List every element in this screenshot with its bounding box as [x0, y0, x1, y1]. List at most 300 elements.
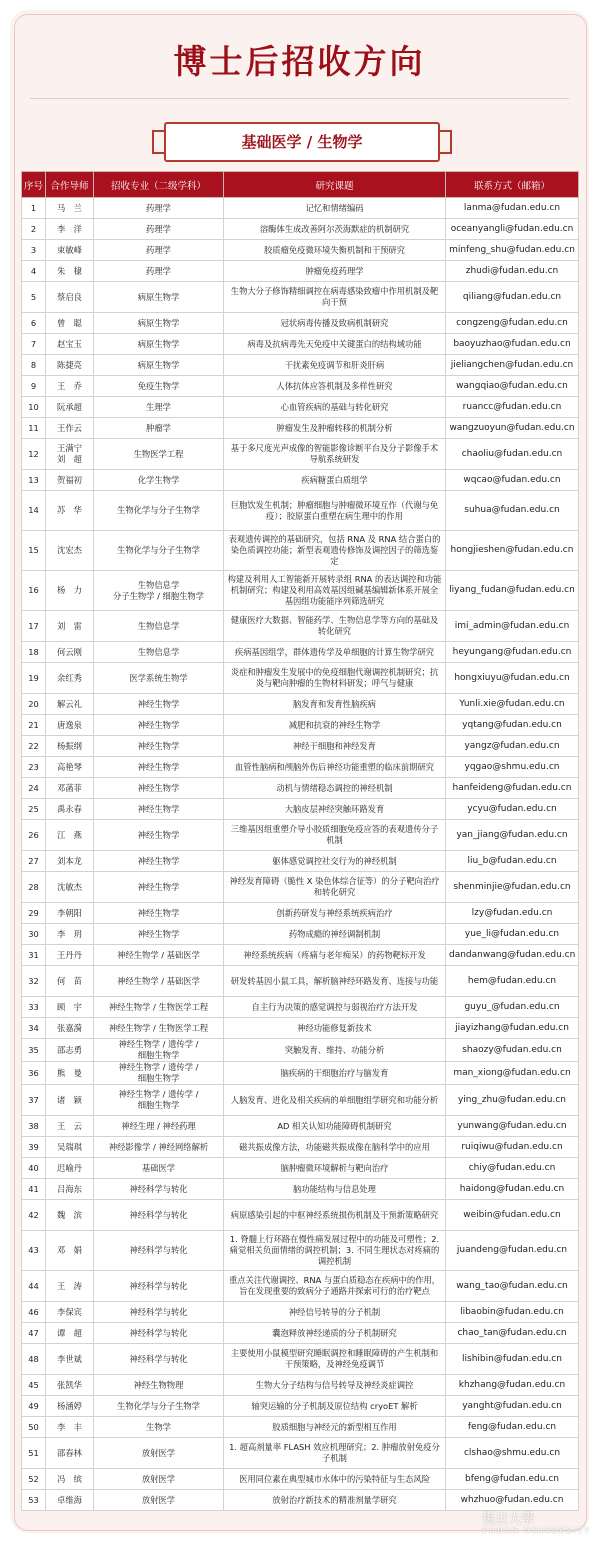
research-topic: 肿瘤发生及肿瘤转移的机制分析 — [224, 418, 446, 439]
row-number: 39 — [22, 1137, 46, 1158]
contact-email[interactable]: yqtang@fudan.edu.cn — [446, 715, 579, 736]
major-name: 神经科学与转化 — [94, 1179, 224, 1200]
table-row — [22, 1344, 579, 1375]
research-topic: 肿瘤免疫药理学 — [224, 261, 446, 282]
row-number: 8 — [22, 355, 46, 376]
table-row — [22, 642, 579, 663]
research-topic: 脑肿瘤微环境解析与靶向治疗 — [224, 1158, 446, 1179]
table-row — [22, 1085, 579, 1116]
research-topic: 病原感染引起的中枢神经系统损伤机制及干预新策略研究 — [224, 1200, 446, 1231]
major-name: 神经生物学 — [94, 872, 224, 903]
contact-email[interactable]: libaobin@fudan.edu.cn — [446, 1302, 579, 1323]
row-number: 5 — [22, 282, 46, 313]
table-body — [22, 198, 579, 1511]
research-topic: AD 相关认知功能障碍机制研究 — [224, 1116, 446, 1137]
contact-email[interactable]: oceanyangli@fudan.edu.cn — [446, 219, 579, 240]
mentor-name: 冯 缤 — [46, 1469, 94, 1490]
row-number: 43 — [22, 1231, 46, 1271]
mentor-name: 刘本龙 — [46, 851, 94, 872]
row-number: 17 — [22, 611, 46, 642]
table-row — [22, 945, 579, 966]
research-topic: 构建及利用人工智能新开展转录组 RNA 的表达调控和功能机制研究；构建及利用高效基因组碱基编辑新体系开展全基因组功能能序列筛选研究 — [224, 571, 446, 611]
research-topic: 脑功能结构与信息处理 — [224, 1179, 446, 1200]
mentor-name: 诸 颖 — [46, 1085, 94, 1116]
major-name: 神经生理 / 神经药理 — [94, 1116, 224, 1137]
mentor-name: 李朝阳 — [46, 903, 94, 924]
subtitle-box — [164, 122, 440, 162]
research-topic: 表观遗传调控的基础研究，包括 RNA 及 RNA 结合蛋白的染色质调控功能；新型表观遗传修饰及调控因子的筛选鉴定 — [224, 531, 446, 571]
mentor-name: 马 兰 — [46, 198, 94, 219]
table-row — [22, 1179, 579, 1200]
section-subtitle: 基础医学 / 生物学 — [241, 133, 363, 151]
major-name: 神经科学与转化 — [94, 1344, 224, 1375]
research-topic: 囊泡释放神经递质的分子机制研究 — [224, 1323, 446, 1344]
contact-email[interactable]: hongjieshen@fudan.edu.cn — [446, 531, 579, 571]
table-row — [22, 903, 579, 924]
mentor-name: 李 丰 — [46, 1417, 94, 1438]
table-row — [22, 1302, 579, 1323]
major-name: 病原生物学 — [94, 355, 224, 376]
research-topic: 冠状病毒传播及致病机制研究 — [224, 313, 446, 334]
header-email: 联系方式（邮箱） — [446, 172, 579, 198]
mentor-name: 刘 雷 — [46, 611, 94, 642]
contact-email[interactable]: lishibin@fudan.edu.cn — [446, 1344, 579, 1375]
mentor-name: 李世斌 — [46, 1344, 94, 1375]
contact-email[interactable]: yqgao@shmu.edu.cn — [446, 757, 579, 778]
contact-email[interactable]: bfeng@fudan.edu.cn — [446, 1469, 579, 1490]
table-row — [22, 439, 579, 470]
mentor-name: 顾 宇 — [46, 997, 94, 1018]
mentor-name: 唐逸泉 — [46, 715, 94, 736]
recruitment-table — [21, 171, 579, 1511]
research-topic: 疾病糖蛋白质组学 — [224, 470, 446, 491]
research-topic: 血管性脑病和颅脑外伤后神经功能重塑的临床前期研究 — [224, 757, 446, 778]
major-name: 放射医学 — [94, 1438, 224, 1469]
row-number: 45 — [22, 1375, 46, 1396]
table-row — [22, 1231, 579, 1271]
major-name: 神经生物学 / 生物医学工程 — [94, 997, 224, 1018]
contact-email[interactable]: wqcao@fudan.edu.cn — [446, 470, 579, 491]
table-row — [22, 219, 579, 240]
research-topic: 动机与情绪稳态调控的神经机制 — [224, 778, 446, 799]
table-row — [22, 663, 579, 694]
research-topic: 重点关注代谢调控、RNA 与蛋白质稳态在疾病中的作用，旨在发现重要的致病分子通路并探索可行的治疗靶点 — [224, 1271, 446, 1302]
contact-email[interactable]: ruiqiwu@fudan.edu.cn — [446, 1137, 579, 1158]
table-row — [22, 355, 579, 376]
contact-email[interactable]: man_xiong@fudan.edu.cn — [446, 1062, 579, 1085]
major-name: 神经生物学 — [94, 694, 224, 715]
research-topic: 药物成瘾的神经调制机制 — [224, 924, 446, 945]
table-row — [22, 313, 579, 334]
contact-email[interactable]: ying_zhu@fudan.edu.cn — [446, 1085, 579, 1116]
major-name: 神经生物学 / 基础医学 — [94, 966, 224, 997]
row-number: 26 — [22, 820, 46, 851]
research-topic: 干扰素免疫调节和肝炎肝病 — [224, 355, 446, 376]
mentor-name: 王 涛 — [46, 1271, 94, 1302]
row-number: 31 — [22, 945, 46, 966]
row-number: 47 — [22, 1323, 46, 1344]
mentor-name: 魏 滨 — [46, 1200, 94, 1231]
contact-email[interactable]: shaozy@fudan.edu.cn — [446, 1039, 579, 1062]
major-name: 药理学 — [94, 219, 224, 240]
row-number: 30 — [22, 924, 46, 945]
contact-email[interactable]: heyungang@fudan.edu.cn — [446, 642, 579, 663]
table-row — [22, 470, 579, 491]
research-topic: 神经功能修复新技术 — [224, 1018, 446, 1039]
table-row — [22, 1062, 579, 1085]
table-row — [22, 778, 579, 799]
mentor-name: 邓菡菲 — [46, 778, 94, 799]
research-topic: 溶酶体生成改善阿尔茨海默症的机制研究 — [224, 219, 446, 240]
page-title: 博士后招收方向 — [173, 42, 426, 81]
contact-email[interactable]: juandeng@fudan.edu.cn — [446, 1231, 579, 1271]
major-name: 生物化学与分子生物学 — [94, 491, 224, 531]
table-row — [22, 1271, 579, 1302]
mentor-name: 王满宁 刘 超 — [46, 439, 94, 470]
research-topic: 主要使用小鼠模型研究睡眠调控和睡眠障碍的产生机制和干预策略，及神经免疫调节 — [224, 1344, 446, 1375]
table-row — [22, 799, 579, 820]
contact-email[interactable]: ycyu@fudan.edu.cn — [446, 799, 579, 820]
research-topic: 胶质瘤免疫微环境失衡机制和干预研究 — [224, 240, 446, 261]
major-name: 神经生物学 — [94, 820, 224, 851]
row-number: 25 — [22, 799, 46, 820]
contact-email[interactable]: wang_tao@fudan.edu.cn — [446, 1271, 579, 1302]
contact-email[interactable]: imi_admin@fudan.edu.cn — [446, 611, 579, 642]
row-number: 44 — [22, 1271, 46, 1302]
row-number: 23 — [22, 757, 46, 778]
header-topic: 研究课题 — [224, 172, 446, 198]
major-name: 神经科学与转化 — [94, 1200, 224, 1231]
contact-email[interactable]: liyang_fudan@fudan.edu.cn — [446, 571, 579, 611]
major-name: 神经生物学 — [94, 903, 224, 924]
major-name: 神经生物学 / 遗传学 / 细胞生物学 — [94, 1062, 224, 1085]
row-number: 10 — [22, 397, 46, 418]
contact-email[interactable]: hem@fudan.edu.cn — [446, 966, 579, 997]
row-number: 40 — [22, 1158, 46, 1179]
major-name: 神经科学与转化 — [94, 1271, 224, 1302]
research-topic: 生物大分子结构与信号转导及神经炎症调控 — [224, 1375, 446, 1396]
mentor-name: 邵志勇 — [46, 1039, 94, 1062]
research-topic: 脑疾病的干细胞治疗与脑发育 — [224, 1062, 446, 1085]
contact-email[interactable]: dandanwang@fudan.edu.cn — [446, 945, 579, 966]
watermark-text: 復旦大學 — [482, 1512, 535, 1527]
major-name: 生物医学工程 — [94, 439, 224, 470]
table-row — [22, 924, 579, 945]
research-topic: 炎症和肿瘤发生发展中的免疫细胞代谢调控机制研究；抗炎与靶向肿瘤的生物材料研发；呼气与健康 — [224, 663, 446, 694]
row-number: 36 — [22, 1062, 46, 1085]
table-row — [22, 1469, 579, 1490]
major-name: 病原生物学 — [94, 334, 224, 355]
contact-email[interactable]: minfeng_shu@fudan.edu.cn — [446, 240, 579, 261]
row-number: 22 — [22, 736, 46, 757]
row-number: 32 — [22, 966, 46, 997]
header-major: 招收专业（二级学科） — [94, 172, 224, 198]
contact-email[interactable]: jiayizhang@fudan.edu.cn — [446, 1018, 579, 1039]
major-name: 免疫生物学 — [94, 376, 224, 397]
major-name: 生物信息学 — [94, 642, 224, 663]
contact-email[interactable]: congzeng@fudan.edu.cn — [446, 313, 579, 334]
row-number: 13 — [22, 470, 46, 491]
major-name: 医学系统生物学 — [94, 663, 224, 694]
mentor-name: 束敏峰 — [46, 240, 94, 261]
table-row — [22, 334, 579, 355]
major-name: 神经生物学 — [94, 715, 224, 736]
research-topic: 基于多尺度光声成像的智能影像诊断平台及分子影像手术导航系统研发 — [224, 439, 446, 470]
mentor-name: 沈宏杰 — [46, 531, 94, 571]
major-name: 药理学 — [94, 240, 224, 261]
table-row — [22, 491, 579, 531]
row-number: 4 — [22, 261, 46, 282]
research-topic: 人体抗体应答机制及多样性研究 — [224, 376, 446, 397]
research-topic: 心血管疾病的基础与转化研究 — [224, 397, 446, 418]
major-name: 神经生物学 — [94, 778, 224, 799]
contact-email[interactable]: chiy@fudan.edu.cn — [446, 1158, 579, 1179]
mentor-name: 王 云 — [46, 1116, 94, 1137]
mentor-name: 卓维海 — [46, 1490, 94, 1511]
mentor-name: 李保宾 — [46, 1302, 94, 1323]
contact-email[interactable]: shenminjie@fudan.edu.cn — [446, 872, 579, 903]
row-number: 12 — [22, 439, 46, 470]
contact-email[interactable]: Yunli.xie@fudan.edu.cn — [446, 694, 579, 715]
contact-email[interactable]: yan_jiang@fudan.edu.cn — [446, 820, 579, 851]
row-number: 49 — [22, 1396, 46, 1417]
table-row — [22, 1375, 579, 1396]
major-name: 基础医学 — [94, 1158, 224, 1179]
research-topic: 胶质细胞与神经元的新型相互作用 — [224, 1417, 446, 1438]
major-name: 放射医学 — [94, 1490, 224, 1511]
contact-email[interactable]: baoyuzhao@fudan.edu.cn — [446, 334, 579, 355]
row-number: 14 — [22, 491, 46, 531]
major-name: 神经生物学 / 遗传学 / 细胞生物学 — [94, 1039, 224, 1062]
research-topic: 创新药研发与神经系统疾病治疗 — [224, 903, 446, 924]
mentor-name: 邵春林 — [46, 1438, 94, 1469]
research-topic: 脑发育和发育性脑疾病 — [224, 694, 446, 715]
mentor-name: 余红秀 — [46, 663, 94, 694]
major-name: 神经影像学 / 神经网络解析 — [94, 1137, 224, 1158]
table-row — [22, 1018, 579, 1039]
table-row — [22, 997, 579, 1018]
row-number: 46 — [22, 1302, 46, 1323]
mentor-name: 熊 曼 — [46, 1062, 94, 1085]
contact-email[interactable]: jieliangchen@fudan.edu.cn — [446, 355, 579, 376]
major-name: 生物信息学 分子生物学 / 细胞生物学 — [94, 571, 224, 611]
contact-email[interactable]: haidong@fudan.edu.cn — [446, 1179, 579, 1200]
table-row — [22, 872, 579, 903]
research-topic: 自主行为决策的感觉调控与弱视治疗方法开发 — [224, 997, 446, 1018]
row-number: 27 — [22, 851, 46, 872]
research-topic: 记忆和情绪编码 — [224, 198, 446, 219]
table-row — [22, 694, 579, 715]
research-topic: 神经干细胞和神经发育 — [224, 736, 446, 757]
contact-email[interactable]: chaoliu@fudan.edu.cn — [446, 439, 579, 470]
major-name: 神经生物学 / 遗传学 / 细胞生物学 — [94, 1085, 224, 1116]
major-name: 药理学 — [94, 261, 224, 282]
header-no: 序号 — [22, 172, 46, 198]
research-topic: 疾病基因组学，群体遗传学及单细胞的计算生物学研究 — [224, 642, 446, 663]
contact-email[interactable]: ruancc@fudan.edu.cn — [446, 397, 579, 418]
contact-email[interactable]: khzhang@fudan.edu.cn — [446, 1375, 579, 1396]
row-number: 2 — [22, 219, 46, 240]
research-topic: 轴突运输的分子机制及原位结构 cryoET 解析 — [224, 1396, 446, 1417]
row-number: 1 — [22, 198, 46, 219]
mentor-name: 阮承超 — [46, 397, 94, 418]
table-row — [22, 376, 579, 397]
table-row — [22, 261, 579, 282]
research-topic: 医用同位素在典型城市水体中的污染特征与生态风险 — [224, 1469, 446, 1490]
contact-email[interactable]: qiliang@fudan.edu.cn — [446, 282, 579, 313]
header-mentor: 合作导师 — [46, 172, 94, 198]
mentor-name: 何云刚 — [46, 642, 94, 663]
research-topic: 神经发育障碍（脆性 X 染色体综合征等）的分子靶向治疗和转化研究 — [224, 872, 446, 903]
contact-email[interactable]: zhudi@fudan.edu.cn — [446, 261, 579, 282]
table-row — [22, 397, 579, 418]
row-number: 38 — [22, 1116, 46, 1137]
mentor-name: 吕海东 — [46, 1179, 94, 1200]
research-topic: 三维基因组重塑介导小胶质细胞免疫应答的表观遗传分子机制 — [224, 820, 446, 851]
major-name: 生物化学与分子生物学 — [94, 531, 224, 571]
research-topic: 放射治疗新技术的精准剂量学研究 — [224, 1490, 446, 1511]
major-name: 肿瘤学 — [94, 418, 224, 439]
research-topic: 神经系统疾病（疼痛与老年痴呆）的药物靶标开发 — [224, 945, 446, 966]
row-number: 35 — [22, 1039, 46, 1062]
major-name: 生物化学与分子生物学 — [94, 1396, 224, 1417]
contact-email[interactable]: yunwang@fudan.edu.cn — [446, 1116, 579, 1137]
row-number: 37 — [22, 1085, 46, 1116]
major-name: 神经生物物理 — [94, 1375, 224, 1396]
mentor-name: 江 燕 — [46, 820, 94, 851]
row-number: 48 — [22, 1344, 46, 1375]
contact-email[interactable]: yanght@fudan.edu.cn — [446, 1396, 579, 1417]
major-name: 神经生物学 / 生物医学工程 — [94, 1018, 224, 1039]
mentor-name: 高艳琴 — [46, 757, 94, 778]
title-divider — [30, 98, 569, 99]
row-number: 6 — [22, 313, 46, 334]
table-row — [22, 571, 579, 611]
row-number: 15 — [22, 531, 46, 571]
major-name: 神经生物学 — [94, 799, 224, 820]
mentor-name: 何 苗 — [46, 966, 94, 997]
major-name: 生物信息学 — [94, 611, 224, 642]
major-name: 病原生物学 — [94, 313, 224, 334]
contact-email[interactable]: liu_b@fudan.edu.cn — [446, 851, 579, 872]
research-topic: 巨胞饮发生机制；肿瘤细胞与肿瘤微环境互作（代谢与免疫）；胶原蛋白重塑在病生理中的作用 — [224, 491, 446, 531]
research-topic: 神经信号转导的分子机制 — [224, 1302, 446, 1323]
research-topic: 躯体感觉调控社交行为的神经机制 — [224, 851, 446, 872]
research-topic: 人脑发育、进化及相关疾病的单细胞组学研究和功能分析 — [224, 1085, 446, 1116]
mentor-name: 沈敏杰 — [46, 872, 94, 903]
contact-email[interactable]: lanma@fudan.edu.cn — [446, 198, 579, 219]
mentor-name: 曾 聪 — [46, 313, 94, 334]
row-number: 50 — [22, 1417, 46, 1438]
mentor-name: 贺福初 — [46, 470, 94, 491]
mentor-name: 谭 超 — [46, 1323, 94, 1344]
mentor-name: 李 洋 — [46, 219, 94, 240]
contact-email[interactable]: lzy@fudan.edu.cn — [446, 903, 579, 924]
row-number: 24 — [22, 778, 46, 799]
table-row — [22, 715, 579, 736]
major-name: 神经生物学 — [94, 924, 224, 945]
research-topic: 病毒及抗病毒先天免疫中关键蛋白的结构域功能 — [224, 334, 446, 355]
contact-email[interactable]: whzhuo@fudan.edu.cn — [446, 1490, 579, 1511]
contact-email[interactable]: wangqiao@fudan.edu.cn — [446, 376, 579, 397]
contact-email[interactable]: weibin@fudan.edu.cn — [446, 1200, 579, 1231]
mentor-name: 禹永春 — [46, 799, 94, 820]
table-row — [22, 282, 579, 313]
contact-email[interactable]: wangzuoyun@fudan.edu.cn — [446, 418, 579, 439]
contact-email[interactable]: yue_li@fudan.edu.cn — [446, 924, 579, 945]
research-topic: 健康医疗大数据、智能药学、生物信息学等方向的基础及转化研究 — [224, 611, 446, 642]
research-topic: 1. 脊髓上行环路在慢性痛发展过程中的功能及可塑性；2. 痛觉相关负面情绪的调控机制；3. 不同生理状态对疼痛的调控机制 — [224, 1231, 446, 1271]
table-row — [22, 1137, 579, 1158]
major-name: 神经科学与转化 — [94, 1323, 224, 1344]
major-name: 病原生物学 — [94, 282, 224, 313]
major-name: 生物学 — [94, 1417, 224, 1438]
contact-email[interactable]: hanfeideng@fudan.edu.cn — [446, 778, 579, 799]
major-name: 神经科学与转化 — [94, 1302, 224, 1323]
row-number: 7 — [22, 334, 46, 355]
table-row — [22, 1417, 579, 1438]
major-name: 神经生物学 — [94, 757, 224, 778]
contact-email[interactable]: hongxiuyu@fudan.edu.cn — [446, 663, 579, 694]
table-row — [22, 611, 579, 642]
contact-email[interactable]: feng@fudan.edu.cn — [446, 1417, 579, 1438]
table-row — [22, 1039, 579, 1062]
major-name: 生理学 — [94, 397, 224, 418]
table-row — [22, 820, 579, 851]
mentor-name: 赵宝玉 — [46, 334, 94, 355]
table-row — [22, 736, 579, 757]
row-number: 16 — [22, 571, 46, 611]
contact-email[interactable]: suhua@fudan.edu.cn — [446, 491, 579, 531]
contact-email[interactable]: chao_tan@fudan.edu.cn — [446, 1323, 579, 1344]
row-number: 34 — [22, 1018, 46, 1039]
table-row — [22, 966, 579, 997]
table-header-row — [22, 172, 579, 198]
mentor-name: 杨涵婷 — [46, 1396, 94, 1417]
mentor-name: 迟喻丹 — [46, 1158, 94, 1179]
research-topic: 磁共振成像方法，功能磁共振成像在脑科学中的应用 — [224, 1137, 446, 1158]
table-row — [22, 531, 579, 571]
row-number: 20 — [22, 694, 46, 715]
mentor-name: 陈捷亮 — [46, 355, 94, 376]
major-name: 神经生物学 / 基础医学 — [94, 945, 224, 966]
mentor-name: 杨振纲 — [46, 736, 94, 757]
row-number: 53 — [22, 1490, 46, 1511]
mentor-name: 邓 娟 — [46, 1231, 94, 1271]
mentor-name: 苏 华 — [46, 491, 94, 531]
title-band — [0, 0, 599, 100]
table-row — [22, 1200, 579, 1231]
row-number: 18 — [22, 642, 46, 663]
row-number: 11 — [22, 418, 46, 439]
research-topic: 大脑皮层神经突触环路发育 — [224, 799, 446, 820]
mentor-name: 王丹丹 — [46, 945, 94, 966]
contact-email[interactable]: yangz@fudan.edu.cn — [446, 736, 579, 757]
table-row — [22, 240, 579, 261]
table-row — [22, 757, 579, 778]
research-topic: 研发转基因小鼠工具，解析脑神经环路发育、连接与功能 — [224, 966, 446, 997]
mentor-name: 张凯华 — [46, 1375, 94, 1396]
mentor-name: 解云礼 — [46, 694, 94, 715]
contact-email[interactable]: clshao@shmu.edu.cn — [446, 1438, 579, 1469]
row-number: 9 — [22, 376, 46, 397]
table-row — [22, 198, 579, 219]
major-name: 神经科学与转化 — [94, 1231, 224, 1271]
table-row — [22, 1438, 579, 1469]
contact-email[interactable]: guyu_@fudan.edu.cn — [446, 997, 579, 1018]
major-name: 化学生物学 — [94, 470, 224, 491]
mentor-name: 王 乔 — [46, 376, 94, 397]
